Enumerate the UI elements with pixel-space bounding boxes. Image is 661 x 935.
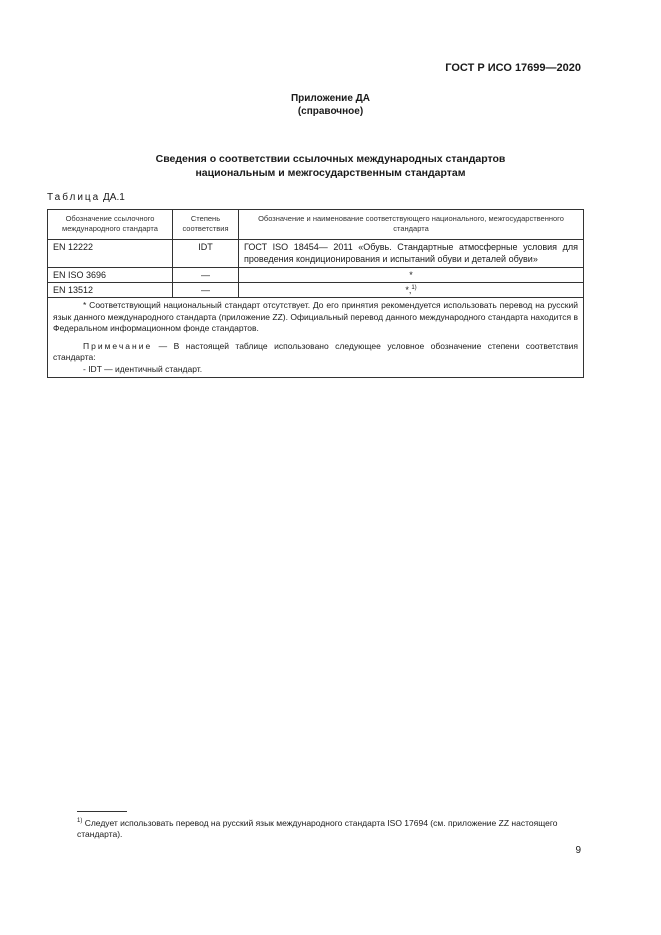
cell-standard-text: *, — [405, 285, 412, 295]
asterisk-note: * Соответствующий национальный стандарт отсутствует. До его принятия рекомендуется использовать перевод на русский язык данного международного стандарта (приложение ZZ). Официальный перевод данного международного стандарта находится в Федеральном информационном фонде стандартов. — [53, 300, 578, 333]
annex-title: Приложение ДА — [290, 93, 371, 104]
column-header-degree: Степень соответствия — [173, 210, 239, 240]
table-row — [48, 240, 584, 268]
cell-degree: — — [173, 268, 239, 283]
table-row — [48, 268, 584, 283]
table-caption-prefix: Таблица — [47, 192, 101, 203]
section-heading — [0, 152, 661, 180]
cell-code: EN ISO 3696 — [48, 268, 173, 283]
section-heading-line2: национальным и межгосударственным стандартам — [195, 167, 466, 179]
table-caption — [47, 192, 125, 203]
table-row — [48, 283, 584, 298]
cell-degree: — — [173, 283, 239, 298]
footnote-text: Следует использовать перевод на русский язык международного стандарта ISO 17694 (см. приложение ZZ настоящего стандарта). — [77, 817, 558, 840]
footnote-reference: 1) — [411, 285, 417, 291]
cell-code: EN 13512 — [48, 283, 173, 298]
table-notes — [48, 298, 584, 378]
note-label: Примечание — [83, 340, 153, 351]
footnote — [77, 816, 584, 841]
table-header-row — [48, 210, 584, 240]
table-notes-row — [48, 298, 584, 378]
footnote-marker: 1) — [77, 818, 83, 824]
cell-code: EN 12222 — [48, 240, 173, 268]
note-text: — В настоящей таблице использовано следующее условное обозначение степени соответствия стандарта: — [53, 340, 578, 362]
column-header-standard: Обозначение и наименование соответствующего национального, межгосударственного стандарта — [239, 210, 584, 240]
cell-standard — [239, 283, 584, 298]
cell-standard: ГОСТ ISO 18454— 2011 «Обувь. Стандартные атмосферные условия для проведения кондиционирования и испытаний обуви и деталей обуви» — [239, 240, 584, 268]
correspondence-table — [47, 209, 584, 378]
annex-heading — [0, 92, 661, 118]
footnote-divider — [77, 811, 127, 812]
cell-degree: IDT — [173, 240, 239, 268]
annex-subtitle: (справочное) — [297, 106, 364, 117]
column-header-code: Обозначение ссылочного международного стандарта — [48, 210, 173, 240]
page-number: 9 — [575, 845, 581, 856]
document-code: ГОСТ Р ИСО 17699—2020 — [445, 62, 581, 74]
cell-standard: * — [239, 268, 584, 283]
table-note — [53, 341, 578, 364]
section-heading-line1: Сведения о соответствии ссылочных международных стандартов — [155, 153, 506, 165]
table-caption-number: ДА.1 — [103, 192, 125, 203]
note-item: - IDT — идентичный стандарт. — [83, 363, 203, 374]
